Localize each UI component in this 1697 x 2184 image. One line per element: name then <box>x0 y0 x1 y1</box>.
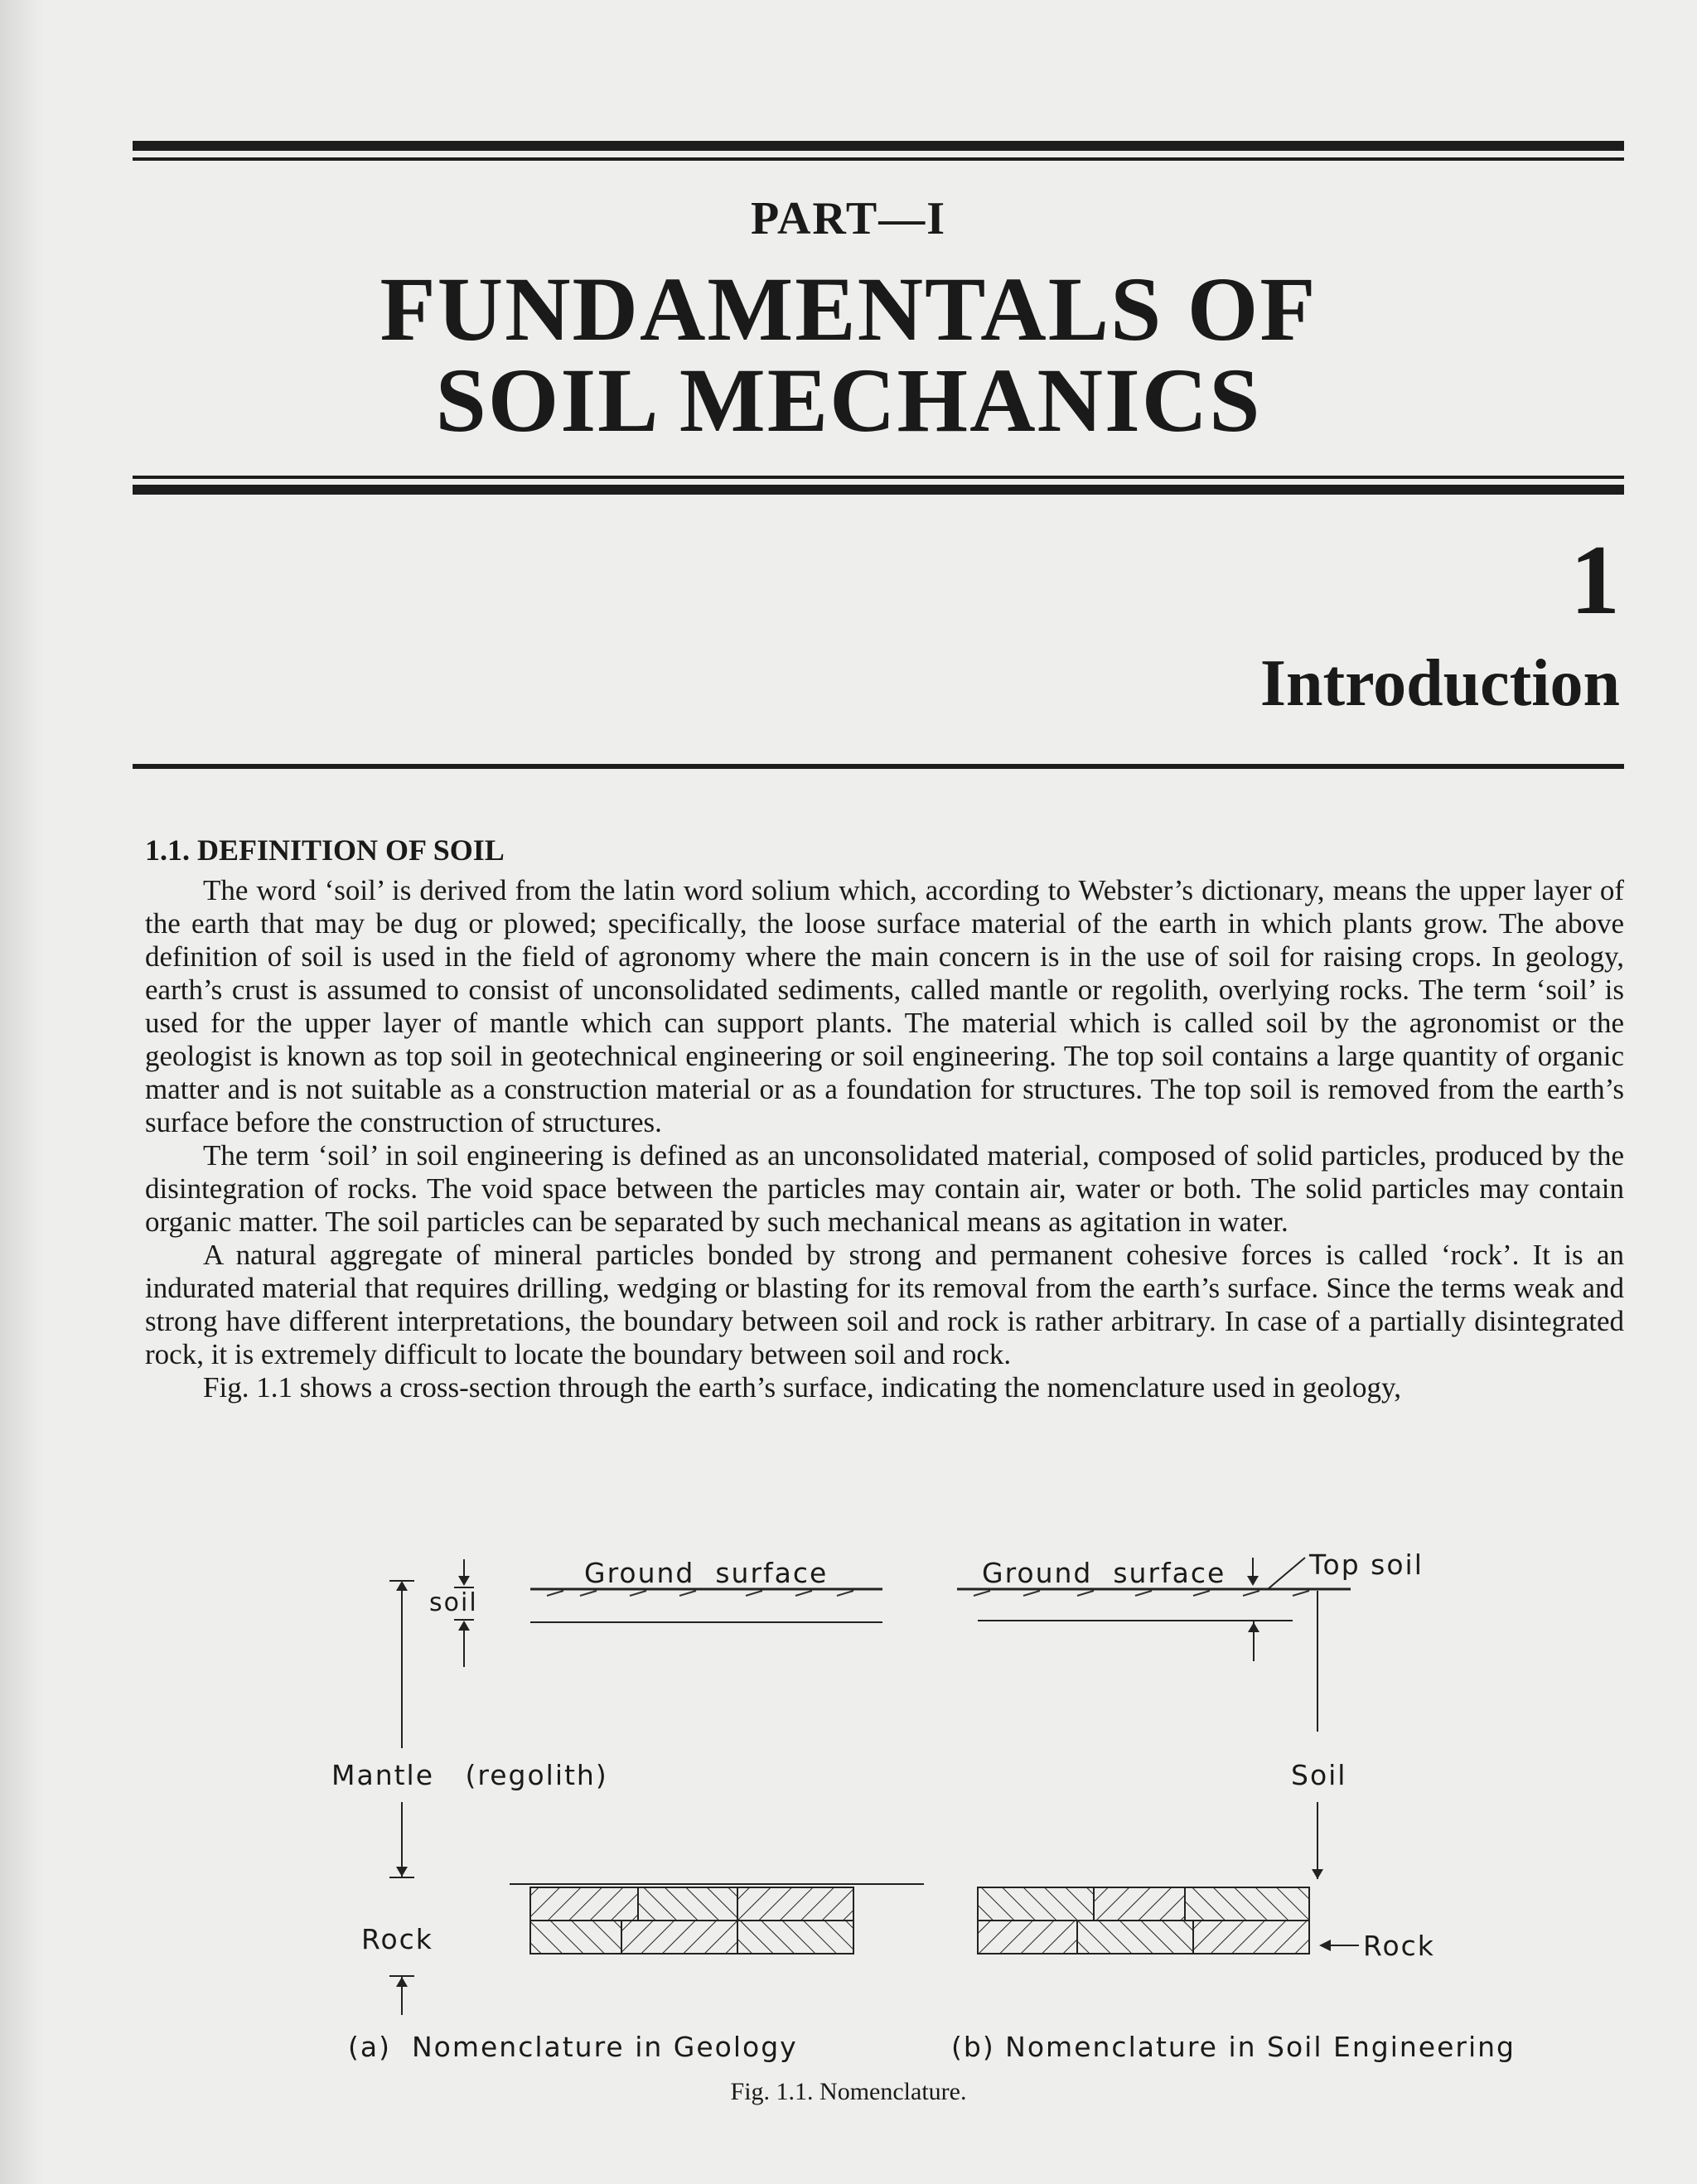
paragraph: The word ‘soil’ is derived from the latin word solium which, according to Webster’s dictionary, means the upper layer of the earth that may be dug or plowed; specifically, the loose surface material of the earth in which plants grow. The above definition of soil is used in the field of agronomy where the main concern is in the use of soil for raising crops. In geology, earth’s crust is assumed to consist of unconsolidated sediments, called mantle or regolith, overlying rocks. The term ‘soil’ is used for the upper layer of mantle which can support plants. The material which is called soil by the agronomist or the geologist is known as top soil in geotechnical engineering or soil engineering. The top soil contains a large quantity of organic matter and is not suitable as a construction material or as a foundation for structures. The top soil is removed from the earth’s surface before the construction of structures. <box>145 874 1624 1138</box>
chapter-title: Introduction <box>1259 647 1620 720</box>
rock-label-a: Rock <box>361 1923 433 1955</box>
body-text <box>145 874 1624 1404</box>
top-rule-thick <box>133 141 1624 151</box>
section-heading: 1.1. DEFINITION OF SOIL <box>145 833 505 867</box>
rock-block-b <box>978 1887 1309 1954</box>
ground-hatch-b <box>974 1591 1309 1596</box>
part-title-line2: SOIL MECHANICS <box>435 350 1262 451</box>
soil-label-b: Soil <box>1291 1759 1347 1791</box>
paragraph: The term ‘soil’ in soil engineering is defined as an unconsolidated material, composed of solid particles, produced by the disintegration of rocks. The void space between the particles may contain air, water or both. The solid particles may contain organic matter. The soil particles can be separated by such mechanical means as agitation in water. <box>145 1139 1624 1238</box>
rock-label-b: Rock <box>1363 1930 1435 1962</box>
top-rule-thin <box>133 157 1624 161</box>
caption-a: (a) Nomenclature in Geology <box>348 2031 798 2063</box>
ground-hatch-a <box>547 1591 853 1596</box>
nomenclature-figure <box>0 1541 1697 2071</box>
title-rule-thick <box>133 485 1624 495</box>
chapter-number: 1 <box>1570 524 1620 635</box>
caption-b: (b) Nomenclature in Soil Engineering <box>951 2031 1516 2063</box>
title-rule-thin <box>133 476 1624 479</box>
paragraph: A natural aggregate of mineral particles bonded by strong and permanent cohesive forces is called ‘rock’. It is an indurated material that requires drilling, wedging or blasting for its removal from the earth’s surface. Since the terms weak and strong have different interpretations, the boundary between soil and rock is rather arbitrary. In case of a partially disintegrated rock, it is extremely difficult to locate the boundary between soil and rock. <box>145 1239 1624 1370</box>
soil-label-a: soil <box>429 1588 478 1617</box>
rock-block-a <box>530 1887 853 1954</box>
part-title <box>0 259 1697 451</box>
ground-surface-label-a: Ground surface <box>584 1557 829 1589</box>
chapter-rule <box>133 764 1624 769</box>
top-soil-label: Top soil <box>1309 1549 1424 1581</box>
panel-a <box>331 1557 924 2063</box>
paragraph: Fig. 1.1 shows a cross-section through the earth’s surface, indicating the nomenclature used in geology, <box>203 1371 1401 1404</box>
part-label: PART—I <box>750 193 947 244</box>
panel-b <box>951 1549 1516 2063</box>
figure-caption: Fig. 1.1. Nomenclature. <box>730 2078 967 2105</box>
mantle-label: Mantle (regolith) <box>331 1759 608 1791</box>
part-title-line1: FUNDAMENTALS OF <box>380 259 1317 360</box>
ground-surface-label-b: Ground surface <box>982 1557 1226 1589</box>
